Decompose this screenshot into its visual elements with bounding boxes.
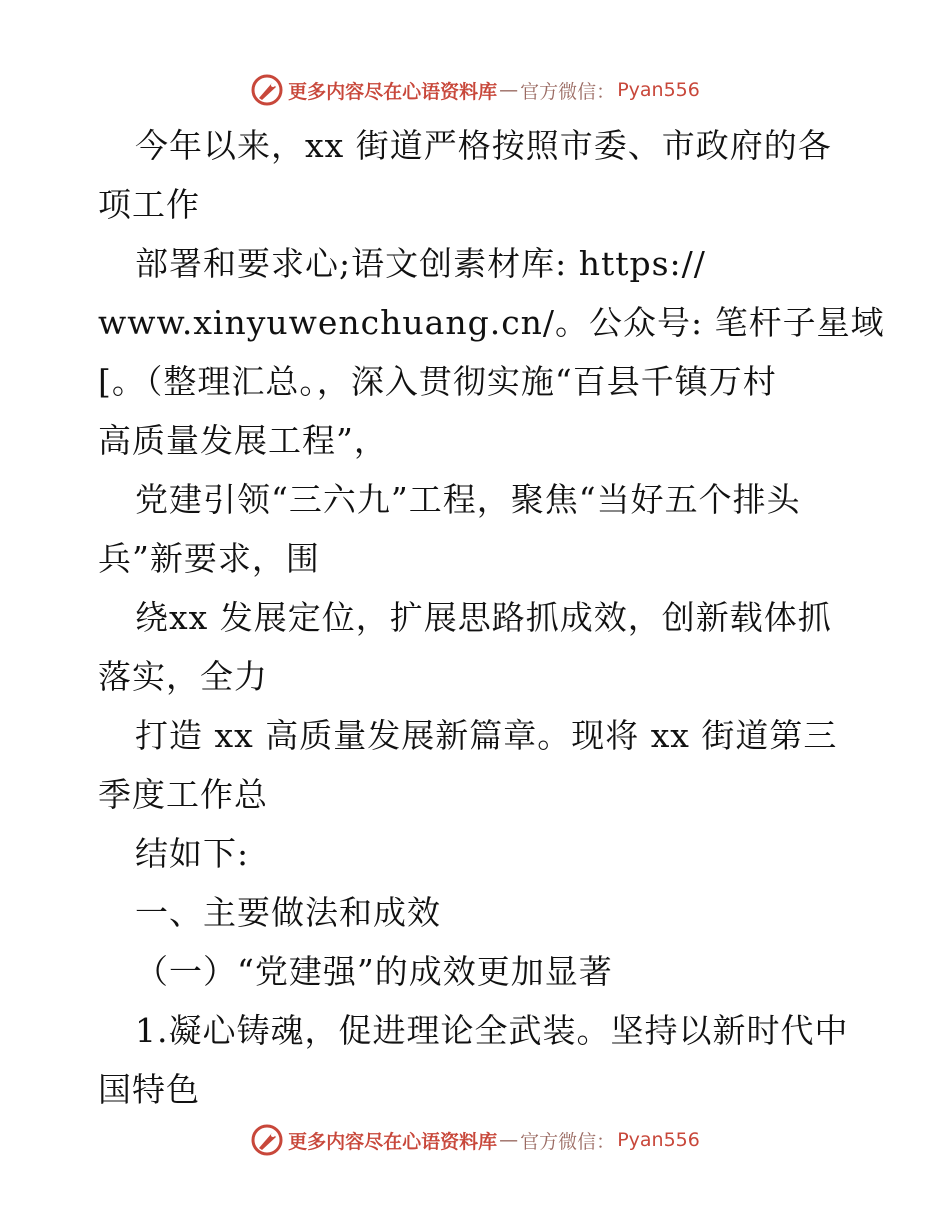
text-line: 季度工作总 [98, 775, 268, 814]
text-line: 国特色 [98, 1070, 200, 1109]
text-line: 打造 xx 高质量发展新篇章。现将 xx 街道第三 [135, 716, 838, 755]
footer-banner [0, 1120, 950, 1160]
text-line: [。（整理汇总。，深入贯彻实施“百县千镇万村 [98, 362, 777, 401]
text-line: 绕xx 发展定位，扩展思路抓成效，创新载体抓 [135, 598, 832, 637]
banner-slogan: 更多内容尽在心语资料库 [288, 80, 498, 103]
document-body [98, 116, 885, 1119]
header-banner [0, 70, 950, 110]
text-line: 结如下: [135, 834, 250, 873]
banner-slogan: 更多内容尽在心语资料库 [288, 1130, 498, 1153]
text-line: 落实，全力 [98, 657, 268, 696]
banner-wechat-id: Pyan556 [617, 79, 700, 101]
text-line: 1.凝心铸魂，促进理论全武装。坚持以新时代中 [135, 1011, 849, 1050]
banner-dash: — [499, 1129, 519, 1151]
text-line: 项工作 [98, 185, 200, 224]
section-heading: 一、主要做法和成效 [135, 893, 441, 932]
pen-nib-logo-icon [250, 73, 284, 107]
banner-official-label: 官方微信： [520, 80, 616, 103]
text-line: www.xinyuwenchuang.cn/。公众号: 笔杆子星域 [98, 303, 885, 342]
text-line: 高质量发展工程”， [98, 421, 388, 460]
pen-nib-logo-icon [250, 1123, 284, 1157]
subsection-heading: （一）“党建强”的成效更加显著 [135, 952, 613, 991]
text-line: 党建引领“三六九”工程，聚焦“当好五个排头 [135, 480, 801, 519]
text-line: 兵”新要求，围 [98, 539, 320, 578]
text-line: 今年以来，xx 街道严格按照市委、市政府的各 [135, 126, 832, 165]
banner-dash: — [499, 79, 519, 101]
banner-wechat-id: Pyan556 [617, 1129, 700, 1151]
text-line: 部署和要求心;语文创素材库: https:// [135, 244, 706, 283]
banner-official-label: 官方微信： [520, 1130, 616, 1153]
